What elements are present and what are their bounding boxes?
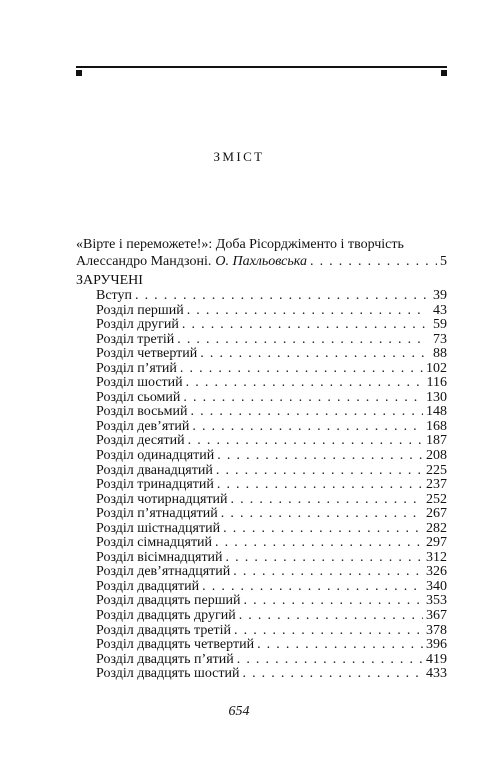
dot-leaders (233, 565, 423, 580)
top-rule (76, 66, 447, 68)
dot-leaders (191, 405, 423, 420)
dot-leaders (226, 551, 423, 566)
toc-entry-page-number: 252 (426, 491, 447, 507)
toc-entry-page-number: 148 (426, 404, 447, 420)
toc-entry (96, 304, 447, 319)
toc-entry (96, 420, 447, 435)
intro-author: О. Пахльовська (215, 254, 307, 269)
toc-entry-label: Розділ двадцять четвертий (96, 637, 255, 653)
dot-leaders (217, 449, 423, 464)
intro-title-line2-text: Алессандро Мандзоні. (76, 254, 212, 269)
toc-entry-page-number: 367 (426, 608, 447, 624)
toc-entry-label: Розділ тринадцятий (96, 477, 214, 493)
toc-entry-label: Розділ сімнадцятий (96, 535, 213, 551)
toc-entry-page-number: 340 (426, 578, 447, 594)
toc-entry (96, 391, 447, 406)
toc-entry-page-number: 102 (426, 360, 447, 376)
dot-leaders (239, 609, 423, 624)
toc-entry-label: Розділ дванадцятий (96, 462, 213, 478)
toc-entry-label: Розділ двадцятий (96, 578, 200, 594)
dot-leaders (257, 638, 423, 653)
toc-entry (96, 507, 447, 522)
dot-leaders (202, 580, 423, 595)
intro-page-number: 5 (440, 254, 447, 269)
dot-leaders (242, 667, 423, 682)
toc-entry (96, 376, 447, 391)
toc-entry-page-number: 88 (433, 346, 447, 362)
toc-entry-page-number: 130 (426, 389, 447, 405)
toc-entry (96, 362, 447, 377)
toc-entry-label: Розділ шістнадцятий (96, 520, 221, 536)
toc-entry-label: Розділ дев’ятий (96, 418, 190, 434)
dot-leaders (244, 594, 423, 609)
dot-leaders (215, 536, 423, 551)
dot-leaders (231, 493, 423, 508)
toc-entry-label: Розділ перший (96, 302, 184, 318)
toc-entry (96, 493, 447, 508)
toc-list (96, 289, 447, 682)
toc-entry-label: Розділ двадцять п’ятий (96, 651, 234, 667)
toc-entry-page-number: 378 (426, 622, 447, 638)
dot-leaders (177, 333, 426, 348)
dot-leaders (223, 522, 423, 537)
dot-leaders (182, 318, 426, 333)
toc-entry-page-number: 326 (426, 564, 447, 580)
toc-entry-label: Вступ (96, 288, 132, 303)
toc-entry-label: Розділ двадцять перший (96, 593, 241, 609)
toc-entry (96, 609, 447, 624)
dot-leaders (221, 507, 423, 522)
toc-entry (96, 565, 447, 580)
toc-entry-label: Розділ п’ятнадцятий (96, 506, 218, 522)
toc-entry (96, 347, 447, 362)
toc-entry (96, 449, 447, 464)
page-title: ЗМІСТ (213, 149, 265, 164)
toc-entry-page-number: 208 (426, 448, 447, 464)
toc-entry (96, 653, 447, 668)
dot-leaders (216, 464, 423, 479)
toc-entry-page-number: 39 (433, 288, 447, 303)
dot-leaders (186, 376, 424, 391)
intro-title-line2 (76, 253, 447, 270)
dot-leaders (180, 362, 423, 377)
toc-entry-label: Розділ чотирнадцятий (96, 491, 228, 507)
dot-leaders (135, 289, 426, 304)
toc-entry (96, 551, 447, 566)
toc-entry-page-number: 282 (426, 520, 447, 536)
toc-entry (96, 536, 447, 551)
toc-entry (96, 333, 447, 348)
dot-leaders (217, 478, 423, 493)
toc-entry (96, 405, 447, 420)
toc-entry-label: Розділ другий (96, 317, 179, 333)
toc-entry-page-number: 312 (426, 549, 447, 565)
toc-entry (96, 594, 447, 609)
toc-entry (96, 289, 447, 304)
toc-entry (96, 522, 447, 537)
toc-entry (96, 434, 447, 449)
square-marker-icon (441, 70, 447, 76)
toc-entry (96, 464, 447, 479)
toc-entry-label: Розділ сьомий (96, 389, 181, 405)
dot-leaders (183, 391, 423, 406)
toc-entry-page-number: 353 (426, 593, 447, 609)
toc-entry-page-number: 297 (426, 535, 447, 551)
toc-entry (96, 318, 447, 333)
toc-entry (96, 580, 447, 595)
page-number: 654 (228, 704, 250, 719)
toc-entry-page-number: 187 (426, 433, 447, 449)
section-title: ЗАРУЧЕНІ (76, 273, 143, 288)
toc-entry-page-number: 225 (426, 462, 447, 478)
toc-entry-label: Розділ двадцять шостий (96, 666, 240, 682)
dot-leaders (192, 420, 423, 435)
toc-entry-label: Розділ четвертий (96, 346, 198, 362)
toc-entry-label: Розділ двадцять третій (96, 622, 232, 638)
toc-entry-label: Розділ вісімнадцятий (96, 549, 223, 565)
toc-entry-page-number: 419 (426, 651, 447, 667)
toc-entry-page-number: 43 (433, 302, 447, 318)
toc-entry-page-number: 237 (426, 477, 447, 493)
toc-entry-page-number: 73 (433, 331, 447, 347)
toc-entry-page-number: 168 (426, 418, 447, 434)
dot-leaders (237, 653, 423, 668)
intro-title-line1: «Вірте і переможете!»: Доба Рісорджіменто і творчість (76, 237, 404, 252)
toc-entry-label: Розділ шостий (96, 375, 183, 391)
toc-entry (96, 624, 447, 639)
toc-entry-label: Розділ п’ятий (96, 360, 177, 376)
dot-leaders (187, 304, 426, 319)
dot-leaders (234, 624, 423, 639)
toc-intro-entry (76, 236, 447, 270)
toc-entry-page-number: 59 (433, 317, 447, 333)
toc-entry-page-number: 433 (426, 666, 447, 682)
toc-entry-page-number: 116 (426, 375, 447, 391)
dot-leaders (310, 253, 437, 270)
toc-entry-label: Розділ одинадцятий (96, 448, 215, 464)
dot-leaders (200, 347, 426, 362)
toc-entry-label: Розділ третій (96, 331, 175, 347)
toc-entry-label: Розділ двадцять другий (96, 608, 236, 624)
dot-leaders (188, 434, 423, 449)
toc-entry-page-number: 396 (426, 637, 447, 653)
toc-entry (96, 638, 447, 653)
toc-entry-page-number: 267 (426, 506, 447, 522)
toc-entry (96, 478, 447, 493)
toc-entry-label: Розділ десятий (96, 433, 185, 449)
toc-entry-label: Розділ восьмий (96, 404, 188, 420)
square-marker-icon (76, 70, 82, 76)
toc-entry (96, 667, 447, 682)
toc-entry-label: Розділ дев’ятнадцятий (96, 564, 231, 580)
